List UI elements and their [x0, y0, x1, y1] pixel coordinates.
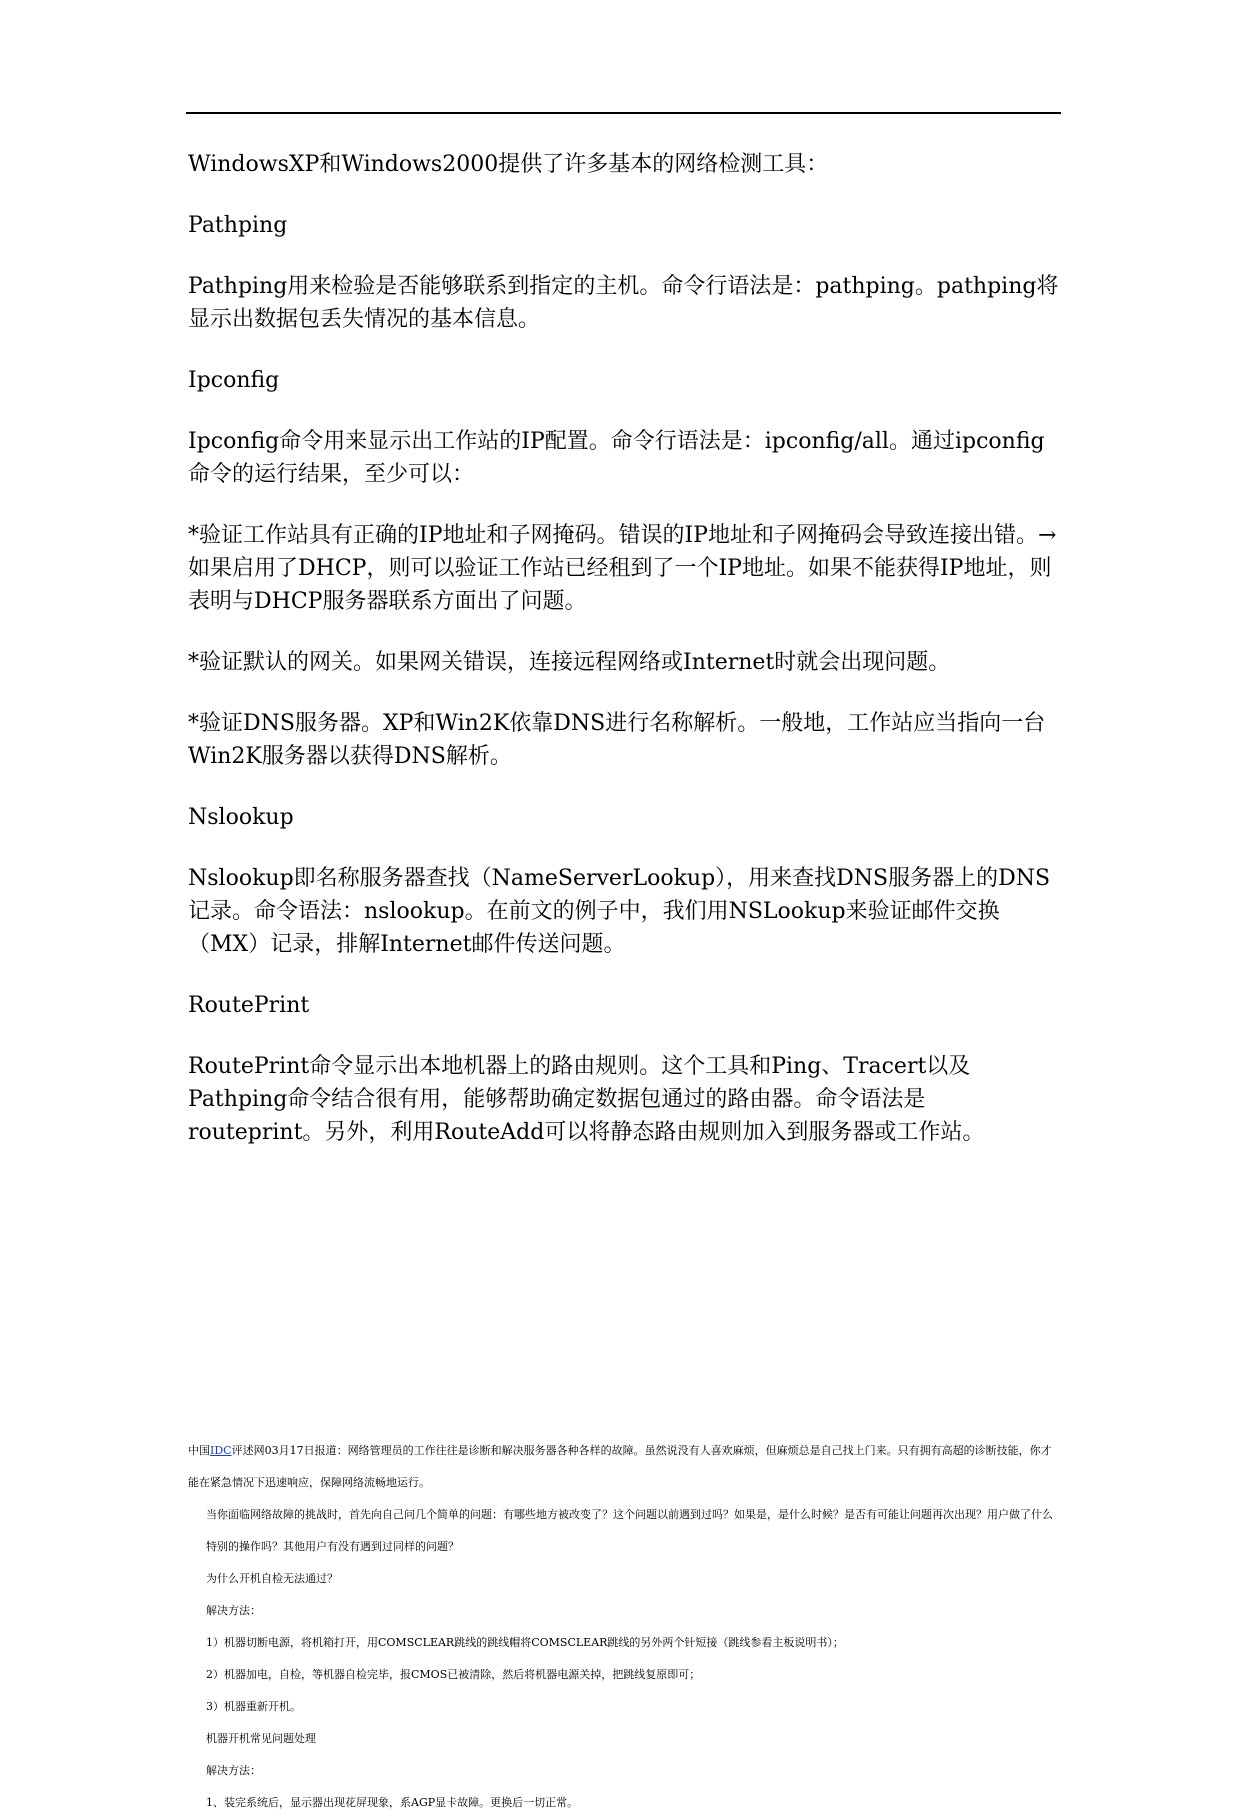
section-heading-pathping: Pathping	[188, 213, 288, 238]
section-heading-routeprint: RoutePrint	[188, 993, 310, 1018]
faq-question-post: 为什么开机自检无法通过？	[206, 1572, 338, 1585]
news-intro-prefix: 中国	[188, 1444, 210, 1457]
header-rule	[186, 112, 1061, 114]
ipconfig-paragraph: Ipconfig命令用来显示出工作站的IP配置。命令行语法是：ipconfig/all。通过ipconfig命令的运行结果，至少可以：	[188, 429, 1045, 487]
news-intro-text: 评述网03月17日报道：网络管理员的工作往往是诊断和解决服务器各种各样的故障。虽然说没有人喜欢麻烦，但麻烦总是自己找上门来。只有拥有高超的诊断技能，你才能在紧急情况下迅速响应，保障网络流畅地运行。	[188, 1444, 1052, 1489]
faq-topic-boot: 机器开机常见问题处理	[206, 1732, 316, 1745]
ipconfig-bullet-ip: *验证工作站具有正确的IP地址和子网掩码。错误的IP地址和子网掩码会导致连接出错。→如果启用了DHCP，则可以验证工作站已经租到了一个IP地址。如果不能获得IP地址，则表明与DHCP服务器联系方面出了问题。	[188, 523, 1057, 614]
news-excerpt	[188, 1435, 1060, 1819]
routeprint-paragraph: RoutePrint命令显示出本地机器上的路由规则。这个工具和Ping、Tracert以及Pathping命令结合很有用，能够帮助确定数据包通过的路由器。命令语法是routeprint。另外，利用RouteAdd可以将静态路由规则加入到服务器或工作站。	[188, 1054, 985, 1145]
faq-boot-step-1: 1、装完系统后，显示器出现花屏现象，系AGP显卡故障。更换后一切正常。	[206, 1796, 579, 1809]
faq-step-2: 2）机器加电，自检，等机器自检完毕，报CMOS已被清除，然后将机器电源关掉，把跳线复原即可；	[206, 1668, 701, 1681]
pathping-paragraph: Pathping用来检验是否能够联系到指定的主机。命令行语法是：pathping。pathping将显示出数据包丢失情况的基本信息。	[188, 274, 1059, 332]
news-questions-paragraph: 当你面临网络故障的挑战时，首先向自己问几个简单的问题：有哪些地方被改变了？这个问题以前遇到过吗？如果是，是什么时候？是否有可能让问题再次出现？用户做了什么特别的操作吗？其他用户有没有遇到过同样的问题？	[206, 1508, 1053, 1553]
intro-paragraph: WindowsXP和Windows2000提供了许多基本的网络检测工具：	[188, 152, 829, 177]
faq-step-1: 1）机器切断电源，将机箱打开，用COMSCLEAR跳线的跳线帽将COMSCLEAR跳线的另外两个针短接（跳线参看主板说明书）；	[206, 1636, 844, 1649]
faq-step-3: 3）机器重新开机。	[206, 1700, 301, 1713]
faq-solution-label-2: 解决方法：	[206, 1764, 261, 1777]
faq-solution-label: 解决方法：	[206, 1604, 261, 1617]
ipconfig-bullet-dns: *验证DNS服务器。XP和Win2K依靠DNS进行名称解析。一般地，工作站应当指向一台Win2K服务器以获得DNS解析。	[188, 711, 1046, 769]
document-body	[188, 148, 1060, 1177]
section-heading-nslookup: Nslookup	[188, 805, 294, 830]
ipconfig-bullet-gateway: *验证默认的网关。如果网关错误，连接远程网络或Internet时就会出现问题。	[188, 650, 951, 675]
idc-link[interactable]: IDC	[210, 1444, 232, 1457]
nslookup-paragraph: Nslookup即名称服务器查找（NameServerLookup），用来查找DNS服务器上的DNS记录。命令语法：nslookup。在前文的例子中，我们用NSLookup来验证邮件交换（MX）记录，排解Internet邮件传送问题。	[188, 866, 1051, 957]
news-intro-paragraph	[188, 1435, 1060, 1499]
section-heading-ipconfig: Ipconfig	[188, 368, 280, 393]
